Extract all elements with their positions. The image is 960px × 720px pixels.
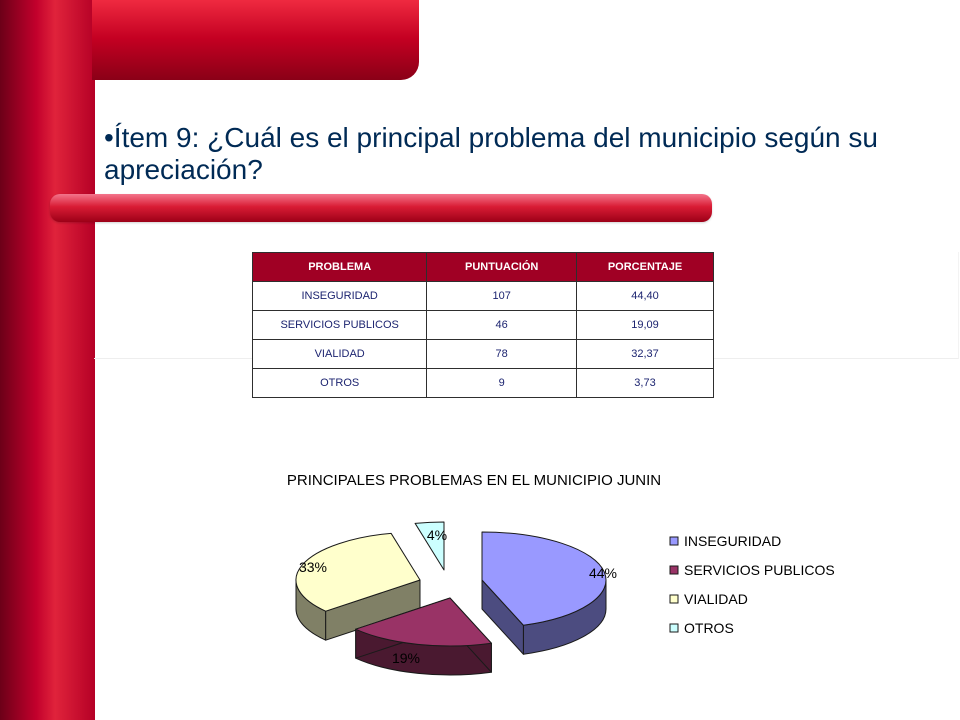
legend-label-vialidad: VIALIDAD bbox=[684, 591, 748, 607]
slide-title: •Ítem 9: ¿Cuál es el principal problema del municipio según su apreciación? bbox=[104, 122, 878, 185]
legend-label-inseguridad: INSEGURIDAD bbox=[684, 533, 782, 549]
problem-cell: SERVICIOS PUBLICOS bbox=[253, 311, 427, 340]
column-header-problem: PROBLEMA bbox=[253, 253, 427, 282]
score-cell: 107 bbox=[427, 282, 577, 311]
score-cell: 78 bbox=[427, 340, 577, 369]
legend-label-servicios-publicos: SERVICIOS PUBLICOS bbox=[684, 562, 835, 578]
score-cell: 46 bbox=[427, 311, 577, 340]
pie-data-label-servicios-publicos: 19% bbox=[391, 650, 421, 666]
legend-label-otros: OTROS bbox=[684, 620, 734, 636]
pie-data-label-vialidad: 33% bbox=[298, 559, 328, 575]
percentage-cell: 3,73 bbox=[577, 369, 714, 398]
chart-title: PRINCIPALES PROBLEMAS EN EL MUNICIPIO JUNIN bbox=[286, 472, 662, 489]
pie-slice-group bbox=[296, 522, 606, 675]
problem-cell: OTROS bbox=[253, 369, 427, 398]
percentage-cell: 44,40 bbox=[577, 282, 714, 311]
pie-data-label-inseguridad: 44% bbox=[588, 565, 618, 581]
column-header-percentage: PORCENTAJE bbox=[577, 253, 714, 282]
problem-cell: INSEGURIDAD bbox=[253, 282, 427, 311]
legend-swatch-inseguridad bbox=[670, 537, 678, 545]
legend-swatch-servicios-publicos bbox=[670, 566, 678, 574]
pie-data-label-otros: 4% bbox=[426, 527, 448, 543]
score-cell: 9 bbox=[427, 369, 577, 398]
problem-cell: VIALIDAD bbox=[253, 340, 427, 369]
legend-swatch-vialidad bbox=[670, 595, 678, 603]
percentage-cell: 19,09 bbox=[577, 311, 714, 340]
column-header-score: PUNTUACIÓN bbox=[427, 253, 577, 282]
percentage-cell: 32,37 bbox=[577, 340, 714, 369]
chart-legend bbox=[670, 533, 835, 636]
legend-swatch-otros bbox=[670, 624, 678, 632]
